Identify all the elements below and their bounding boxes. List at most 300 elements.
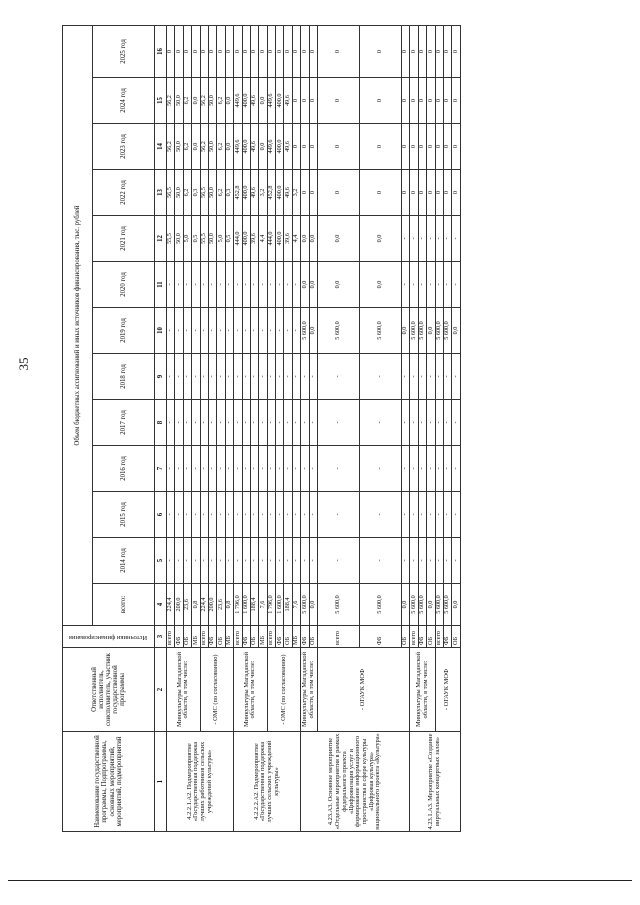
value-cell: 0 bbox=[435, 124, 443, 170]
value-cell: 188,4 bbox=[250, 584, 258, 626]
value-cell: 449,6 bbox=[267, 78, 275, 124]
value-cell: - bbox=[192, 446, 200, 492]
value-cell: 6,2 bbox=[217, 124, 225, 170]
value-cell: - bbox=[267, 262, 275, 308]
value-cell: 452,8 bbox=[234, 170, 242, 216]
value-cell: - bbox=[234, 308, 242, 354]
value-cell: - bbox=[259, 262, 267, 308]
value-cell: - bbox=[418, 492, 426, 538]
value-cell: 0 bbox=[402, 25, 410, 77]
value-cell: - bbox=[418, 446, 426, 492]
value-cell: - bbox=[234, 492, 242, 538]
value-cell: - bbox=[267, 400, 275, 446]
column-number: 9 bbox=[155, 354, 167, 400]
value-cell: - bbox=[167, 354, 175, 400]
value-cell: 0,0 bbox=[192, 78, 200, 124]
value-cell: - bbox=[435, 446, 443, 492]
value-cell: - bbox=[435, 216, 443, 262]
value-cell: 1 796,0 bbox=[234, 584, 242, 626]
value-cell: - bbox=[175, 446, 183, 492]
value-cell: - bbox=[318, 446, 360, 492]
value-cell: - bbox=[250, 446, 258, 492]
value-cell: - bbox=[443, 354, 451, 400]
value-cell: - bbox=[234, 262, 242, 308]
value-cell: 0 bbox=[301, 124, 309, 170]
value-cell: 0,0 bbox=[309, 216, 317, 262]
value-cell: - bbox=[443, 216, 451, 262]
value-cell: 5 600,0 bbox=[301, 308, 309, 354]
value-cell: 49,6 bbox=[284, 124, 292, 170]
value-cell: 7,6 bbox=[259, 584, 267, 626]
value-cell: 0 bbox=[175, 25, 183, 77]
value-cell: 0 bbox=[452, 124, 460, 170]
value-cell: 50,0 bbox=[175, 216, 183, 262]
value-cell: - bbox=[309, 446, 317, 492]
value-cell: - bbox=[250, 400, 258, 446]
value-cell: 0,8 bbox=[225, 584, 233, 626]
value-cell: 0 bbox=[360, 170, 402, 216]
value-cell: 0 bbox=[443, 170, 451, 216]
column-number: 6 bbox=[155, 492, 167, 538]
value-cell: 7,6 bbox=[292, 584, 300, 626]
source-cell: МБ bbox=[192, 626, 200, 648]
year-header: 2021 год bbox=[93, 216, 155, 262]
value-cell: 5 600,0 bbox=[318, 584, 360, 626]
value-cell: - bbox=[309, 400, 317, 446]
value-cell: 0 bbox=[259, 25, 267, 77]
year-header: 2019 год bbox=[93, 308, 155, 354]
executor-cell: Минкультуры Магаданской области, в том числе: bbox=[410, 648, 435, 732]
value-cell: - bbox=[301, 492, 309, 538]
source-cell: ОБ bbox=[217, 626, 225, 648]
value-cell: - bbox=[435, 538, 443, 584]
value-cell: 0 bbox=[427, 78, 435, 124]
value-cell: 5,0 bbox=[183, 216, 191, 262]
value-cell: - bbox=[225, 262, 233, 308]
value-cell: 0,0 bbox=[360, 216, 402, 262]
column-number: 16 bbox=[155, 25, 167, 77]
value-cell: - bbox=[217, 308, 225, 354]
value-cell: - bbox=[200, 354, 208, 400]
value-cell: 0,0 bbox=[427, 308, 435, 354]
value-cell: 0 bbox=[427, 170, 435, 216]
value-cell: 0 bbox=[435, 25, 443, 77]
value-cell: - bbox=[360, 538, 402, 584]
value-cell: - bbox=[284, 400, 292, 446]
value-cell: - bbox=[435, 262, 443, 308]
value-cell: - bbox=[292, 308, 300, 354]
value-cell: 444,0 bbox=[234, 216, 242, 262]
value-cell: 0,0 bbox=[192, 124, 200, 170]
value-cell: - bbox=[284, 354, 292, 400]
value-cell: 5 600,0 bbox=[360, 308, 402, 354]
header-executor: Ответственный исполнитель, соисполнитель, участник государственной программы bbox=[63, 648, 155, 732]
value-cell: - bbox=[250, 492, 258, 538]
column-number: 14 bbox=[155, 124, 167, 170]
value-cell: - bbox=[292, 262, 300, 308]
value-cell: 5 600,0 bbox=[318, 308, 360, 354]
value-cell: - bbox=[259, 446, 267, 492]
financing-table bbox=[62, 25, 461, 832]
value-cell: - bbox=[318, 492, 360, 538]
source-cell: всего bbox=[200, 626, 208, 648]
value-cell: 444,0 bbox=[267, 216, 275, 262]
value-cell: - bbox=[217, 538, 225, 584]
value-cell: 188,4 bbox=[284, 584, 292, 626]
value-cell: - bbox=[360, 446, 402, 492]
value-cell: 0 bbox=[318, 78, 360, 124]
value-cell: - bbox=[267, 308, 275, 354]
value-cell: - bbox=[192, 354, 200, 400]
value-cell: - bbox=[200, 492, 208, 538]
value-cell: - bbox=[360, 400, 402, 446]
value-cell: 0,0 bbox=[309, 262, 317, 308]
value-cell: 0,0 bbox=[259, 124, 267, 170]
value-cell: - bbox=[242, 492, 250, 538]
value-cell: 0 bbox=[452, 25, 460, 77]
value-cell: - bbox=[167, 262, 175, 308]
value-cell: 6,2 bbox=[217, 78, 225, 124]
value-cell: 6,2 bbox=[183, 170, 191, 216]
value-cell: 5 600,0 bbox=[443, 308, 451, 354]
value-cell: 0 bbox=[284, 25, 292, 77]
value-cell: 0 bbox=[292, 124, 300, 170]
year-header: 2023 год bbox=[93, 124, 155, 170]
value-cell: - bbox=[418, 262, 426, 308]
value-cell: - bbox=[418, 538, 426, 584]
table-row bbox=[318, 25, 360, 831]
value-cell: - bbox=[410, 538, 418, 584]
column-number: 5 bbox=[155, 538, 167, 584]
value-cell: 23,6 bbox=[217, 584, 225, 626]
value-cell: - bbox=[292, 354, 300, 400]
table-row bbox=[167, 25, 175, 831]
value-cell: - bbox=[402, 354, 410, 400]
value-cell: 0 bbox=[217, 25, 225, 77]
value-cell: - bbox=[427, 446, 435, 492]
value-cell: - bbox=[402, 446, 410, 492]
value-cell: - bbox=[276, 492, 284, 538]
value-cell: - bbox=[192, 538, 200, 584]
table-row bbox=[410, 25, 418, 831]
value-cell: - bbox=[242, 308, 250, 354]
table-body bbox=[167, 25, 461, 831]
value-cell: - bbox=[301, 400, 309, 446]
value-cell: - bbox=[418, 354, 426, 400]
year-header: 2025 год bbox=[93, 25, 155, 77]
value-cell: 0,0 bbox=[259, 78, 267, 124]
column-number: 8 bbox=[155, 400, 167, 446]
value-cell: - bbox=[292, 538, 300, 584]
value-cell: - bbox=[309, 492, 317, 538]
value-cell: - bbox=[443, 492, 451, 538]
value-cell: - bbox=[410, 400, 418, 446]
column-number: 2 bbox=[155, 648, 167, 732]
value-cell: 0 bbox=[301, 78, 309, 124]
table-row bbox=[234, 25, 242, 831]
value-cell: 49,6 bbox=[284, 170, 292, 216]
value-cell: - bbox=[208, 446, 216, 492]
value-cell: 56,2 bbox=[200, 124, 208, 170]
value-cell: 0 bbox=[309, 170, 317, 216]
value-cell: - bbox=[452, 446, 460, 492]
executor-cell: - ОМС (по согласованию) bbox=[200, 648, 234, 732]
value-cell: 0,0 bbox=[225, 78, 233, 124]
value-cell: 1 600,0 bbox=[242, 584, 250, 626]
value-cell: - bbox=[183, 446, 191, 492]
value-cell: - bbox=[225, 354, 233, 400]
value-cell: - bbox=[234, 446, 242, 492]
value-cell: 0,0 bbox=[225, 124, 233, 170]
value-cell: 39,6 bbox=[250, 216, 258, 262]
value-cell: - bbox=[284, 262, 292, 308]
value-cell: - bbox=[360, 492, 402, 538]
value-cell: - bbox=[183, 400, 191, 446]
executor-cell: - ОГАУК МОФ bbox=[435, 648, 460, 732]
source-cell: МБ bbox=[292, 626, 300, 648]
source-cell: всего bbox=[267, 626, 275, 648]
year-header: 2020 год bbox=[93, 262, 155, 308]
value-cell: 0 bbox=[208, 25, 216, 77]
value-cell: 0 bbox=[200, 25, 208, 77]
value-cell: 49,6 bbox=[250, 78, 258, 124]
value-cell: 0 bbox=[410, 78, 418, 124]
value-cell: 0,5 bbox=[225, 216, 233, 262]
table-row bbox=[267, 25, 275, 831]
value-cell: 5 600,0 bbox=[410, 584, 418, 626]
value-cell: 56,2 bbox=[200, 78, 208, 124]
value-cell: - bbox=[225, 308, 233, 354]
value-cell: 0,5 bbox=[192, 216, 200, 262]
table-row bbox=[200, 25, 208, 831]
year-header: 2014 год bbox=[93, 538, 155, 584]
header-budget: Объем бюджетных ассигнований и иных источников финансирования, тыс. рублей bbox=[63, 25, 93, 625]
value-cell: - bbox=[443, 400, 451, 446]
program-name-cell: 4.23.А3. Основное мероприятие «Отдельные мероприятия в рамках федерального проекта «Цифровизация услуг и формирование информационного пространства в сфере культуры «Цифровая культура» национального проекта «Культура» bbox=[301, 732, 410, 832]
year-header: 2018 год bbox=[93, 354, 155, 400]
value-cell: - bbox=[242, 446, 250, 492]
value-cell: - bbox=[217, 446, 225, 492]
value-cell: - bbox=[443, 262, 451, 308]
page-number: 35 bbox=[16, 357, 31, 371]
value-cell: - bbox=[427, 492, 435, 538]
value-cell: - bbox=[435, 400, 443, 446]
value-cell: 39,6 bbox=[284, 216, 292, 262]
value-cell: - bbox=[208, 400, 216, 446]
value-cell: - bbox=[427, 262, 435, 308]
value-cell: 0 bbox=[318, 170, 360, 216]
value-cell: - bbox=[284, 446, 292, 492]
value-cell: - bbox=[284, 538, 292, 584]
value-cell: 400,0 bbox=[242, 216, 250, 262]
value-cell: - bbox=[175, 262, 183, 308]
value-cell: 0 bbox=[318, 124, 360, 170]
value-cell: - bbox=[208, 308, 216, 354]
executor-cell: Минкультуры Магаданской области, в том числе: bbox=[301, 648, 318, 732]
column-number: 7 bbox=[155, 446, 167, 492]
value-cell: 0 bbox=[267, 25, 275, 77]
value-cell: 0 bbox=[276, 25, 284, 77]
value-cell: 400,0 bbox=[276, 216, 284, 262]
value-cell: 0,0 bbox=[318, 262, 360, 308]
value-cell: 3,2 bbox=[292, 170, 300, 216]
source-cell: всего bbox=[318, 626, 360, 648]
value-cell: 50,0 bbox=[208, 78, 216, 124]
value-cell: - bbox=[452, 492, 460, 538]
executor-cell: Минкультуры Магаданской области, в том числе: bbox=[234, 648, 268, 732]
value-cell: 0,3 bbox=[225, 170, 233, 216]
source-cell: ФБ bbox=[443, 626, 451, 648]
value-cell: - bbox=[402, 262, 410, 308]
source-cell: ОБ bbox=[452, 626, 460, 648]
value-cell: - bbox=[309, 538, 317, 584]
rotated-table-wrapper bbox=[62, 26, 570, 832]
value-cell: - bbox=[242, 538, 250, 584]
value-cell: 5 600,0 bbox=[418, 584, 426, 626]
value-cell: 200,0 bbox=[208, 584, 216, 626]
value-cell: 4,4 bbox=[259, 216, 267, 262]
value-cell: 0 bbox=[167, 25, 175, 77]
value-cell: 0 bbox=[410, 170, 418, 216]
value-cell: 224,4 bbox=[200, 584, 208, 626]
value-cell: 0 bbox=[418, 25, 426, 77]
value-cell: 0 bbox=[452, 170, 460, 216]
year-header: 2024 год bbox=[93, 78, 155, 124]
value-cell: 0 bbox=[418, 78, 426, 124]
value-cell: - bbox=[452, 400, 460, 446]
value-cell: - bbox=[276, 308, 284, 354]
value-cell: - bbox=[402, 216, 410, 262]
value-cell: - bbox=[200, 400, 208, 446]
value-cell: - bbox=[259, 308, 267, 354]
value-cell: - bbox=[276, 262, 284, 308]
value-cell: - bbox=[443, 446, 451, 492]
value-cell: 0 bbox=[443, 78, 451, 124]
value-cell: - bbox=[402, 492, 410, 538]
value-cell: - bbox=[435, 492, 443, 538]
value-cell: - bbox=[427, 354, 435, 400]
value-cell: 6,2 bbox=[183, 124, 191, 170]
column-number: 11 bbox=[155, 262, 167, 308]
value-cell: - bbox=[200, 538, 208, 584]
value-cell: - bbox=[267, 446, 275, 492]
value-cell: - bbox=[259, 538, 267, 584]
value-cell: 0 bbox=[443, 25, 451, 77]
value-cell: 5 600,0 bbox=[435, 308, 443, 354]
value-cell: - bbox=[427, 216, 435, 262]
value-cell: 0 bbox=[402, 78, 410, 124]
value-cell: 0 bbox=[418, 124, 426, 170]
value-cell: 56,2 bbox=[167, 124, 175, 170]
value-cell: 0 bbox=[435, 78, 443, 124]
value-cell: 0 bbox=[410, 25, 418, 77]
value-cell: - bbox=[208, 354, 216, 400]
value-cell: - bbox=[192, 262, 200, 308]
value-cell: - bbox=[410, 216, 418, 262]
value-cell: - bbox=[250, 262, 258, 308]
source-cell: ОБ bbox=[427, 626, 435, 648]
value-cell: - bbox=[418, 400, 426, 446]
value-cell: 0 bbox=[225, 25, 233, 77]
value-cell: 0 bbox=[301, 170, 309, 216]
value-cell: 0,0 bbox=[309, 584, 317, 626]
value-cell: 449,6 bbox=[234, 78, 242, 124]
header-source: Источники финансирования bbox=[63, 626, 155, 648]
value-cell: 200,0 bbox=[175, 584, 183, 626]
value-cell: - bbox=[435, 354, 443, 400]
source-cell: ОБ bbox=[309, 626, 317, 648]
value-cell: 56,5 bbox=[200, 170, 208, 216]
value-cell: - bbox=[225, 400, 233, 446]
source-cell: ОБ bbox=[250, 626, 258, 648]
source-cell: всего bbox=[435, 626, 443, 648]
value-cell: 50,0 bbox=[175, 78, 183, 124]
value-cell: - bbox=[175, 538, 183, 584]
value-cell: - bbox=[360, 354, 402, 400]
value-cell: 6,2 bbox=[217, 170, 225, 216]
value-cell: - bbox=[183, 308, 191, 354]
value-cell: 0 bbox=[435, 170, 443, 216]
year-header: 2017 год bbox=[93, 400, 155, 446]
column-number: 12 bbox=[155, 216, 167, 262]
value-cell: - bbox=[167, 492, 175, 538]
program-name-cell: 4.23.1.А3. Мероприятие «Создание виртуальных концертных залов» bbox=[410, 732, 460, 832]
value-cell: 0,0 bbox=[452, 308, 460, 354]
source-cell: ФБ bbox=[276, 626, 284, 648]
value-cell: - bbox=[175, 492, 183, 538]
executor-cell: - ОГАУК МОФ bbox=[318, 648, 410, 732]
value-cell: - bbox=[250, 308, 258, 354]
value-cell: 0 bbox=[360, 78, 402, 124]
value-cell: 449,6 bbox=[267, 124, 275, 170]
value-cell: 56,5 bbox=[167, 170, 175, 216]
value-cell: - bbox=[259, 492, 267, 538]
value-cell: - bbox=[427, 400, 435, 446]
bottom-rule bbox=[8, 880, 632, 882]
value-cell: 0 bbox=[427, 124, 435, 170]
value-cell: 0,0 bbox=[360, 262, 402, 308]
value-cell: 50,0 bbox=[208, 216, 216, 262]
value-cell: 0 bbox=[402, 124, 410, 170]
value-cell: - bbox=[192, 308, 200, 354]
value-cell: 5 600,0 bbox=[418, 308, 426, 354]
value-cell: - bbox=[242, 400, 250, 446]
value-cell: 400,0 bbox=[276, 78, 284, 124]
value-cell: - bbox=[318, 400, 360, 446]
value-cell: - bbox=[175, 354, 183, 400]
value-cell: - bbox=[225, 446, 233, 492]
column-number: 15 bbox=[155, 78, 167, 124]
value-cell: 5 600,0 bbox=[443, 584, 451, 626]
source-cell: ФБ bbox=[360, 626, 402, 648]
value-cell: 0,0 bbox=[301, 262, 309, 308]
value-cell: - bbox=[234, 538, 242, 584]
value-cell: 0 bbox=[410, 124, 418, 170]
table-row bbox=[301, 25, 309, 831]
header-program-name: Наименование государственной программы, Подпрограммы, основных мероприятий, мероприятий, подмероприятий bbox=[63, 732, 155, 832]
program-name-cell: 4.2.2.1.А2. Подмероприятие «Государственная поддержка лучших работников сельских учреждений культуры» bbox=[167, 732, 234, 832]
value-cell: - bbox=[452, 538, 460, 584]
value-cell: 0 bbox=[242, 25, 250, 77]
value-cell: - bbox=[292, 446, 300, 492]
source-cell: ОБ bbox=[183, 626, 191, 648]
value-cell: - bbox=[242, 262, 250, 308]
value-cell: - bbox=[200, 446, 208, 492]
value-cell: 50,0 bbox=[208, 124, 216, 170]
value-cell: 50,0 bbox=[175, 170, 183, 216]
value-cell: - bbox=[192, 400, 200, 446]
value-cell: 449,6 bbox=[234, 124, 242, 170]
